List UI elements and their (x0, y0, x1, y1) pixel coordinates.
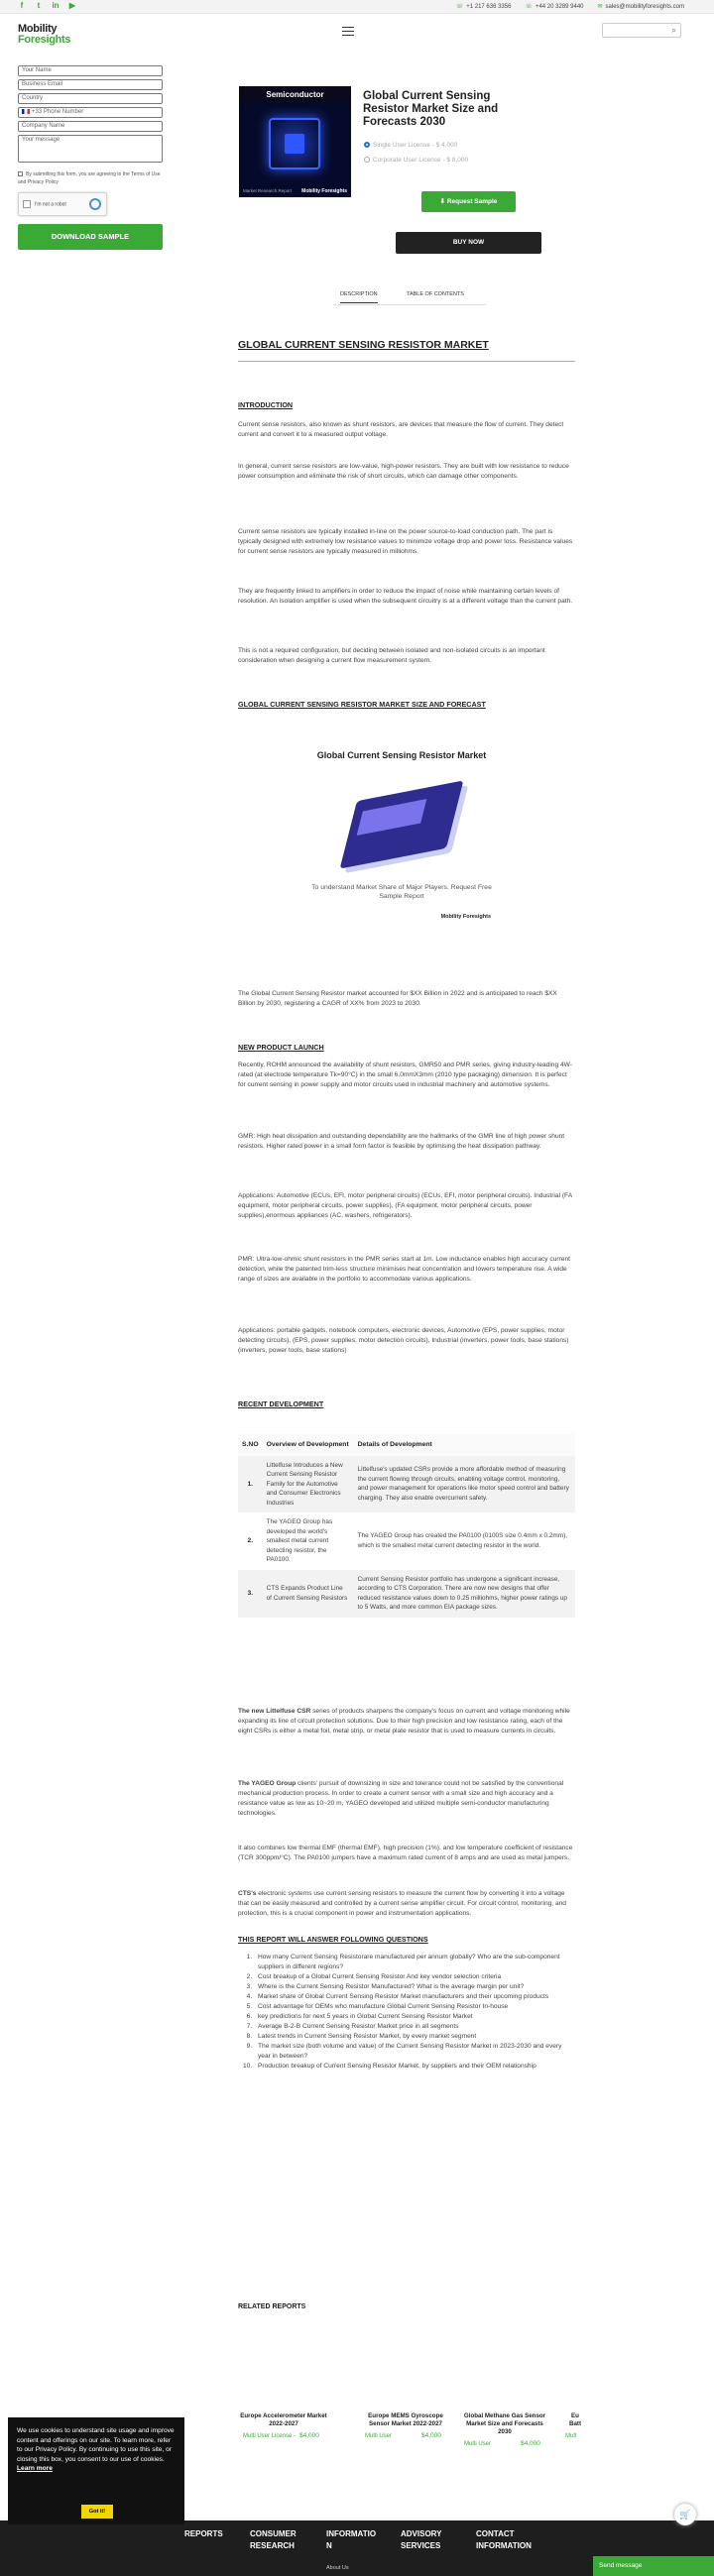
card-price (459, 2440, 550, 2458)
paragraph: The Global Current Sensing Resistor market accounted for $XX Billion in 2022 and is anticipated to reach $XX Billion by 2030, registering a CAGR of XX% from 2023 to 2030. (238, 990, 557, 1007)
paragraph-text: clients' pursuit of downsizing in size and tolerance could not be satisfied by the conventional mechanical production process. In order to create a current sensor with a small size and high accuracy and a resistance value as low as 10~20 m, YAGEO developed and utilized multiple semi-conductor manufacturing technologies. (238, 1780, 564, 1817)
mail-icon: ✉ (597, 4, 603, 10)
tab-description[interactable]: DESCRIPTION (340, 291, 378, 303)
bold-lead: CTS's (238, 1890, 257, 1897)
table-cell: The YAGEO Group has created the PA0100 (0100S size 0.4mm x 0.2mm), which is the smallest metal current detecting resistor in the world. (357, 1532, 567, 1549)
sample-request-form (18, 65, 163, 250)
market-infographic[interactable] (307, 750, 496, 968)
paragraph: Applications: Automotive (ECUs, EFI, motor peripheral circuits) (ECUs, EFI, motor peripheral circuits). Industrial (FA equipment, motor peripheral circuits, power supplies), (FA equipment, motor peripheral circuits, power supplies),enormous appliances (AC, washers, refrigerators). (238, 1192, 572, 1219)
list-item: 8. Latest trends in Current Sensing Resistor Market, by every market segment (254, 2032, 571, 2042)
questions-heading: THIS REPORT WILL ANSWER FOLLOWING QUESTIONS (238, 1935, 428, 1944)
search-input[interactable] (602, 23, 681, 38)
name-field[interactable]: Your Name (18, 65, 163, 76)
license-options (364, 138, 468, 168)
top-bar (0, 0, 714, 14)
table-row (238, 1456, 575, 1513)
bold-lead: The YAGEO Group (238, 1780, 297, 1787)
cookie-text: We use cookies to understand site usage and improve content and offerings on our site. To learn more, refer to our Privacy Policy. By continuing to use this site, or closing this box, you consent to our use of cookies. (17, 2427, 175, 2463)
table-header-row (238, 1434, 575, 1456)
table-cell: Littelfuse Introduces a New Current Sensing Resistor Family for the Automotive and Consumer Electronics Industries (263, 1456, 354, 1513)
request-sample-button[interactable]: ⬇ Request Sample (421, 191, 516, 212)
facebook-icon[interactable]: f (20, 1, 24, 10)
search-icon[interactable]: ⌕ (671, 26, 676, 35)
france-flag-icon[interactable] (22, 109, 30, 114)
company-field[interactable]: Company Name (18, 121, 163, 132)
consent-checkbox[interactable]: By submitting this form, you are agreeing to the Terms of Use and Privacy Policy (18, 171, 161, 185)
card-price (360, 2432, 451, 2450)
radio-icon[interactable] (364, 142, 370, 148)
license-single[interactable]: Single User License - $ 4,000 (364, 138, 468, 153)
table-row (238, 1570, 575, 1618)
related-reports (238, 2412, 714, 2472)
cookie-banner (8, 2417, 184, 2524)
phone-field[interactable] (18, 107, 163, 118)
phone-icon: ☏ (525, 4, 533, 10)
development-table (238, 1434, 575, 1618)
phone-us[interactable]: ☏ +1 217 636 3356 (455, 4, 512, 10)
footer-information[interactable]: INFORMATIO N (326, 2529, 377, 2550)
price-label: Mult (565, 2433, 577, 2439)
paragraph (238, 1779, 575, 1819)
social-links (18, 2, 76, 10)
related-report-card[interactable] (459, 2412, 550, 2458)
recent-development-heading: RECENT DEVELOPMENT (238, 1400, 324, 1408)
list-item: 2. Cost breakup of a Global Current Sensing Resistor And key vendor selection criteria (254, 1972, 571, 1982)
market-size-heading: GLOBAL CURRENT SENSING RESISTOR MARKET SIZE AND FORECAST (238, 700, 486, 709)
footer-contact-information[interactable]: CONTACT INFORMATION (476, 2529, 532, 2550)
related-report-card[interactable] (360, 2412, 451, 2450)
card-title[interactable]: Europe Accelerometer Market 2022-2027 (240, 2412, 327, 2427)
paragraph (238, 1707, 575, 1736)
paragraph: PMR: Ultra-low-ohmic shunt resistors in the PMR series start at 1m. Low inductance enables high accuracy current detection, while the patented trim-less structure minimises heat concentration and lowers temperature rise. A wide range of sizes are available in the portfolio to accommodate various applications. (238, 1256, 570, 1283)
list-item: 4. Market share of Global Current Sensing Resistor Market manufacturers and their upcoming products (254, 1992, 571, 2002)
youtube-icon[interactable]: ▶ (68, 1, 76, 10)
message-field[interactable]: Your message (18, 135, 163, 163)
cover-category: Semiconductor (239, 86, 351, 103)
hamburger-menu-icon[interactable] (342, 27, 354, 36)
buy-now-button[interactable]: BUY NOW (396, 232, 541, 254)
related-report-card[interactable] (238, 2412, 329, 2450)
list-item: 1. How many Current Sensing Resistorare manufactured per annum globally? Who are the sub-component suppliers in different regions? (254, 1953, 571, 1972)
paragraph-text: electronic systems use current sensing resistors to measure the current flow by converting it into a voltage that can be easily measured and controlled by a current sense amplifier circuit. For circuit control, monitoring, and protection, this is a crucial component in power and instrumentation applications. (238, 1890, 566, 1917)
paragraph: Applications: portable gadgets, notebook computers, electronic devices, Automotive (EPS, power supplies, motor detecting circuits), (EPS, power supplies, motor detection circuits), Industrial (inverters, power tools, base stations) (inverters, power tools, base stations) (238, 1327, 569, 1354)
footer-consumer-research[interactable]: CONSUMER RESEARCH (250, 2529, 297, 2550)
card-title[interactable]: Europe MEMS Gyroscope Sensor Market 2022-2027 (368, 2412, 443, 2427)
price-label: Multi User License - (243, 2433, 297, 2439)
product-title: Global Current Sensing Resistor Market Size and Forecasts 2030 (363, 90, 499, 128)
email-field[interactable]: Business Email (18, 79, 163, 90)
isometric-illustration (332, 790, 471, 879)
radio-icon[interactable] (364, 157, 370, 163)
email-link[interactable]: ✉ sales@mobilityforesights.com (597, 4, 684, 10)
table-cell: 2. (247, 1537, 253, 1544)
list-item: 9. The market size (both volume and value) of the Current Sensing Resistor Market in 2023-2030 and every year in between? (254, 2042, 571, 2062)
phone-icon: ☏ (455, 4, 464, 10)
chart-caption: To understand Market Share of Major Players. Request Free Sample Report (311, 884, 492, 900)
paragraph: This is not a required configuration, but deciding between isolated and non-isolated circuits is an important consideration when designing a current flow measurement system. (238, 647, 545, 664)
price-amount: $4,000 (521, 2440, 540, 2447)
paragraph: It also combines low thermal EMF (thermal EMF), high precision (1%), and low temperature coefficient of resistance (TCR 300ppm/°C). The PA0100 jumpers have a maximum rated current of 8 amps and are used as metal jumpers. (238, 1845, 573, 1861)
card-price (238, 2432, 329, 2450)
bold-lead: The new Littelfuse CSR (238, 1708, 311, 1715)
tab-table-of-contents[interactable]: TABLE OF CONTENTS (407, 291, 464, 297)
column-header: S.NO (238, 1434, 263, 1456)
cover-logo: Mobility Foresights (301, 188, 347, 194)
price-label: Multi User (365, 2433, 393, 2439)
paragraph: Current sense resistors, also known as shunt resistors, are devices that measure the flow of current. They detect current and convert it to a measured output voltage. (238, 421, 564, 438)
list-item: 3. Where is the Current Sensing Resistor Manufactured? What is the average margin per unit? (254, 1982, 571, 1992)
page-title: GLOBAL CURRENT SENSING RESISTOR MARKET (238, 339, 489, 351)
footer-about-us[interactable]: About Us (326, 2565, 349, 2571)
send-message-button[interactable]: Send message (593, 2556, 714, 2576)
checkbox-icon[interactable] (18, 171, 23, 176)
card-title[interactable]: Global Methane Gas Sensor Market Size and Forecasts 2030 (463, 2412, 546, 2435)
footer-advisory-services[interactable]: ADVISORY SERVICES (401, 2529, 442, 2550)
table-row (238, 1512, 575, 1570)
related-report-card[interactable] (565, 2412, 585, 2450)
paragraph: In general, current sense resistors are low-value, high-power resistors. They are built with low resistance to reduce power consumption and eliminate the risk of short circuits, which can damage other components. (238, 463, 569, 480)
table-cell: CTS Expands Product Line of Current Sensing Resistors (263, 1570, 354, 1618)
paragraph: Current sense resistors are typically installed in-line on the power source-to-load conduction path. The part is typically designed with extremely low resistance values to minimize voltage drop and power loss. Resistance values for current sense resistors are typically measured in milliohms. (238, 528, 573, 555)
country-field[interactable]: Country (18, 93, 163, 104)
cover-footer: Market Research Report (243, 188, 293, 193)
price-amount: $4,000 (299, 2432, 319, 2439)
report-cover-image (239, 86, 351, 197)
phone-code[interactable]: +33 (32, 109, 43, 115)
cart-icon[interactable]: 🛒 (674, 2504, 696, 2525)
recaptcha[interactable]: I'm not a robot (18, 192, 107, 216)
chart-title: Global Current Sensing Resistor Market (316, 750, 487, 760)
cookie-accept-button[interactable]: Got it! (81, 2505, 113, 2519)
table-cell: 1. (238, 1456, 263, 1513)
product-launch-heading: NEW PRODUCT LAUNCH (238, 1043, 324, 1052)
list-item: 10. Production breakup of Current Sensing Resistor Market, by suppliers and their OEM relationship (254, 2062, 571, 2072)
chart-logo: Mobility Foresights (440, 914, 491, 920)
questions-list (254, 1953, 571, 2072)
table-cell: The YAGEO Group has developed the world's smallest metal current detecting resistor, the PA0100. (266, 1518, 333, 1563)
table-cell: 3. (238, 1570, 263, 1618)
related-reports-heading: RELATED REPORTS (238, 2303, 306, 2310)
list-item: 6. key predictions for next 5 years in Global Current Sensing Resistor Market (254, 2012, 571, 2022)
paragraph: They are frequently linked to amplifiers in order to reduce the impact of noise while maintaining certain levels of resolution. An isolation amplifier is used when the subsequent circuitry is at a different voltage than the current path. (238, 588, 573, 605)
download-sample-button[interactable]: DOWNLOAD SAMPLE (18, 224, 163, 250)
list-item: 7. Average B-2-B Current Sensing Resistor Market price in all segments (254, 2022, 571, 2032)
linkedin-icon[interactable]: in (52, 1, 60, 10)
card-title[interactable]: Eu Batt (568, 2412, 582, 2427)
contact-links (456, 3, 684, 10)
site-logo[interactable]: Mobility Foresights (18, 23, 71, 46)
paragraph-text: series of products sharpens the company's focus on current and voltage monitoring while expanding its line of circuit protection solutions. Due to their high precision and low resistance rating, each of the eight CSRs is either a metal foil, metal strip, or metal plate resistor that is used to measure currents in circuits. (238, 1708, 570, 1735)
price-label: Multi User (464, 2441, 492, 2447)
phone-placeholder: Phone Number (43, 109, 84, 115)
column-header: Overview of Development (263, 1434, 354, 1456)
site-header (0, 14, 714, 54)
paragraph: GMR: High heat dissipation and outstanding dependability are the hallmarks of the GMR line of high power shunt resistors. Higher rated power in a small form factor is feasible by optimising the heat dissipation pathway. (238, 1133, 565, 1150)
divider (238, 361, 575, 362)
phone-uk[interactable]: ☏ +44 20 3289 9440 (525, 4, 584, 10)
card-price (565, 2432, 585, 2450)
list-item: 5. Cost advantage for OEMs who manufacture Global Current Sensing Resistor In-house (254, 2002, 571, 2012)
license-corporate[interactable]: Corporate User License - $ 8,000 (364, 153, 468, 168)
footer-reports[interactable]: REPORTS (184, 2529, 223, 2538)
table-cell: Current Sensing Resistor portfolio has undergone a significant increase, according to CTS Corporation. There are now new designs that offer reduced resistance values down to 0.25 milliohms, higher power ratings up to 5 Watts, and more common EIA package sizes. (354, 1570, 575, 1618)
captcha-checkbox[interactable] (23, 200, 31, 208)
paragraph (238, 1889, 575, 1919)
intro-heading: INTRODUCTION (238, 400, 294, 409)
twitter-icon[interactable]: t (37, 1, 41, 10)
report-tabs (333, 287, 486, 305)
recaptcha-logo-icon (89, 198, 101, 210)
paragraph: Recently, ROHM announced the availability of shunt resistors, GMR50 and PMR series, giving industry-leading 4W-rated (at electrode temperature Tk=90°C) in the small 6.0mmX3mm (2010 type packaging) dimension. It is perfect for current sensing in power supply and motor circuits used in industrial machinery and automotive systems. (238, 1062, 572, 1088)
table-cell: Littelfuse's updated CSRs provide a more affordable method of measuring the current flowing through circuits, enabling voltage control, monitoring, and power management for operations like motor speed control and battery charging. They also enable overcurrent safety. (354, 1456, 575, 1513)
learn-more-link[interactable]: Learn more (17, 2465, 53, 2472)
chip-illustration (269, 118, 320, 169)
column-header: Details of Development (354, 1434, 575, 1456)
price-amount: $4,000 (421, 2432, 441, 2439)
